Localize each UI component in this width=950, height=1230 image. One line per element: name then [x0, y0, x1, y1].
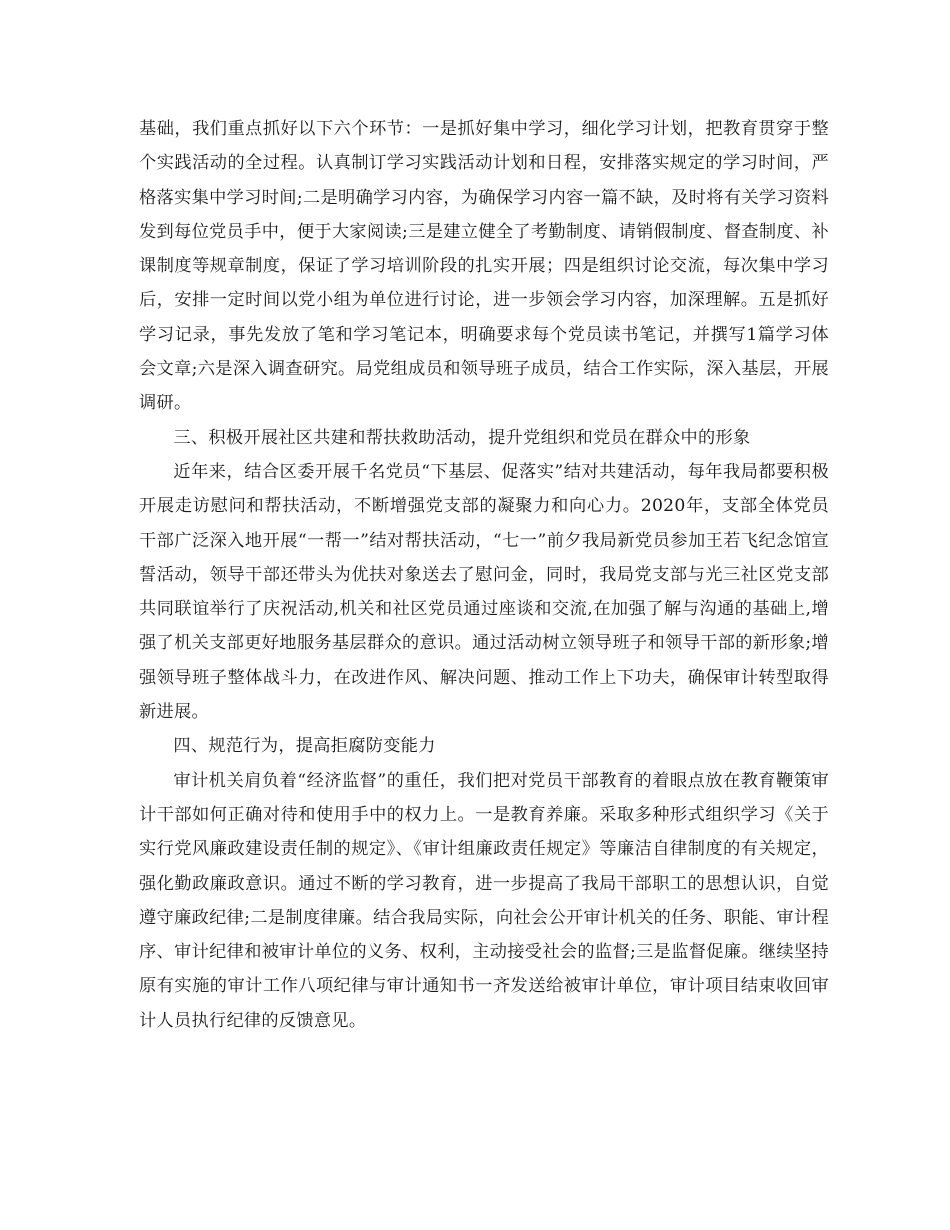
section-heading-4: 四、规范行为，提高拒腐防变能力: [173, 736, 436, 757]
document-body: [139, 112, 829, 1038]
paragraph-continued: 基础，我们重点抓好以下六个环节：一是抓好集中学习，细化学习计划，把教育贯穿于整个实践活动的全过程。认真制订学习实践活动计划和日程，安排落实规定的学习时间，严格落实集中学习时间;二是明确学习内容，为确保学习内容一篇不缺，及时将有关学习资料发到每位党员手中，便于大家阅读;三是建立健全了考勤制度、请销假制度、督查制度、补课制度等规章制度，保证了学习培训阶段的扎实开展；四是组织讨论交流，每次集中学习后，安排一定时间以党小组为单位进行讨论，进一步领会学习内容，加深理解。五是抓好学习记录，事先发放了笔和学习笔记本，明确要求每个党员读书笔记，并撰写1篇学习体会文章;六是深入调查研究。局党组成员和领导班子成员，结合工作实际，深入基层，开展调研。: [139, 119, 829, 414]
paragraph-integrity: 审计机关肩负着“经济监督”的重任，我们把对党员干部教育的着眼点放在教育鞭策审计干部如何正确对待和使用手中的权力上。一是教育养廉。采取多种形式组织学习《关于实行党风廉政建设责任制的规定》、《审计组廉政责任规定》等廉洁自律制度的有关规定，强化勤政廉政意识。通过不断的学习教育，进一步提高了我局干部职工的思想认识，自觉遵守廉政纪律;二是制度律廉。结合我局实际，向社会公开审计机关的任务、职能、审计程序、审计纪律和被审计单位的义务、权利，主动接受社会的监督;三是监督促廉。继续坚持原有实施的审计工作八项纪律与审计通知书一齐发送给被审计单位，审计项目结束收回审计人员执行纪律的反馈意见。: [139, 770, 829, 1031]
paragraph-community-activities: 近年来，结合区委开展千名党员“下基层、促落实”结对共建活动，每年我局都要积极开展走访慰问和帮扶活动，不断增强党支部的凝聚力和向心力。2020年，支部全体党员干部广泛深入地开展“一帮一”结对帮扶活动，“七一”前夕我局新党员参加王若飞纪念馆宣誓活动，领导干部还带头为优扶对象送去了慰问金，同时，我局党支部与光三社区党支部共同联谊举行了庆祝活动,机关和社区党员通过座谈和交流,在加强了解与沟通的基础上,增强了机关支部更好地服务基层群众的意识。通过活动树立领导班子和领导干部的新形象;增强领导班子整体战斗力，在改进作风、解决问题、推动工作上下功夫，确保审计转型取得新进展。: [139, 461, 829, 723]
section-heading-3: 三、积极开展社区共建和帮扶救助活动，提升党组织和党员在群众中的形象: [173, 427, 751, 448]
